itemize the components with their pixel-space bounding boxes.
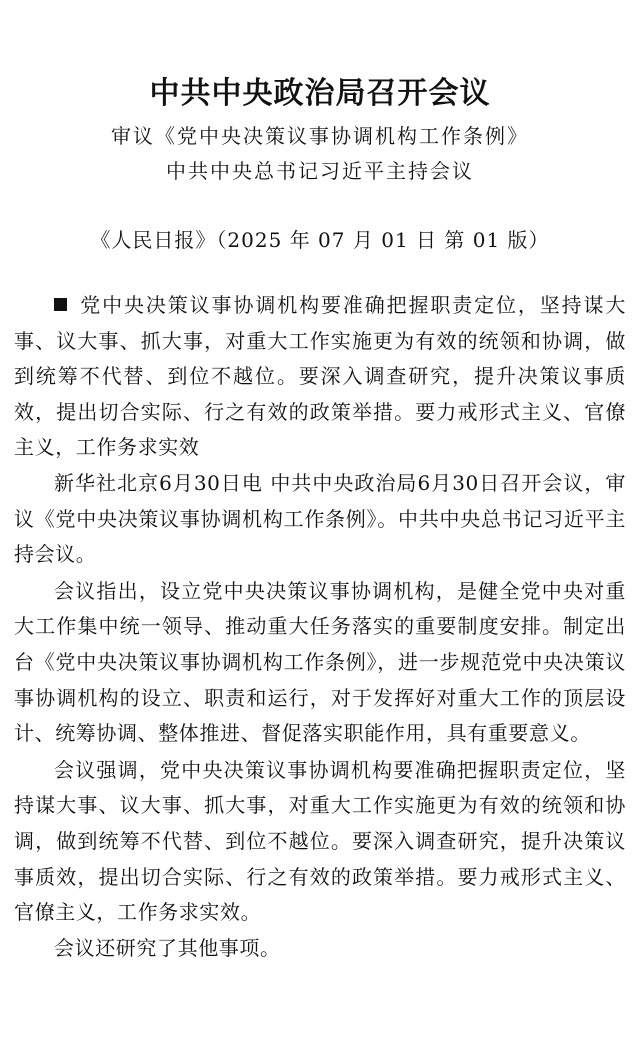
body-paragraph: 会议指出，设立党中央决策议事协调机构，是健全党中央对重大工作集中统一领导、推动重大任务落实的重要制度安排。制定出台《党中央决策议事协调机构工作条例》，进一步规范党中央决策议事协调机构的设立、职责和运行，对于发挥好对重大工作的顶层设计、统筹协调、整体推进、督促落实职能作用，具有重要意义。	[14, 578, 626, 746]
source-line: 《人民日报》（2025 年 07 月 01 日 第 01 版）	[90, 228, 550, 252]
body-paragraph: 会议还研究了其他事项。	[54, 935, 281, 960]
article-subheadline-2: 中共中央总书记习近平主持会议	[166, 159, 474, 183]
article-body	[14, 288, 626, 966]
summary-paragraph	[14, 288, 626, 466]
article-subheadline-1: 审议《党中央决策议事协调机构工作条例》	[111, 124, 529, 148]
bullet-square-icon	[54, 298, 67, 311]
body-paragraph: 会议强调，党中央决策议事协调机构要准确把握职责定位，坚持谋大事、议大事、抓大事，对重大工作实施更为有效的统领和协调，做到统筹不代替、到位不越位。要深入调查研究，提升决策议事质效，提出切合实际、行之有效的政策举措。要力戒形式主义、官僚主义，工作务求实效。	[14, 757, 626, 925]
article-headline: 中共中央政治局召开会议	[149, 76, 491, 111]
body-paragraph: 新华社北京6月30日电 中共中央政治局6月30日召开会议，审议《党中央决策议事协调机构工作条例》。中共中央总书记习近平主持会议。	[14, 470, 626, 567]
summary-text: 党中央决策议事协调机构要准确把握职责定位，坚持谋大事、议大事、抓大事，对重大工作实施更为有效的统领和协调，做到统筹不代替、到位不越位。要深入调查研究，提升决策议事质效，提出切合实际、行之有效的政策举措。要力戒形式主义、官僚主义，工作务求实效	[14, 293, 626, 460]
